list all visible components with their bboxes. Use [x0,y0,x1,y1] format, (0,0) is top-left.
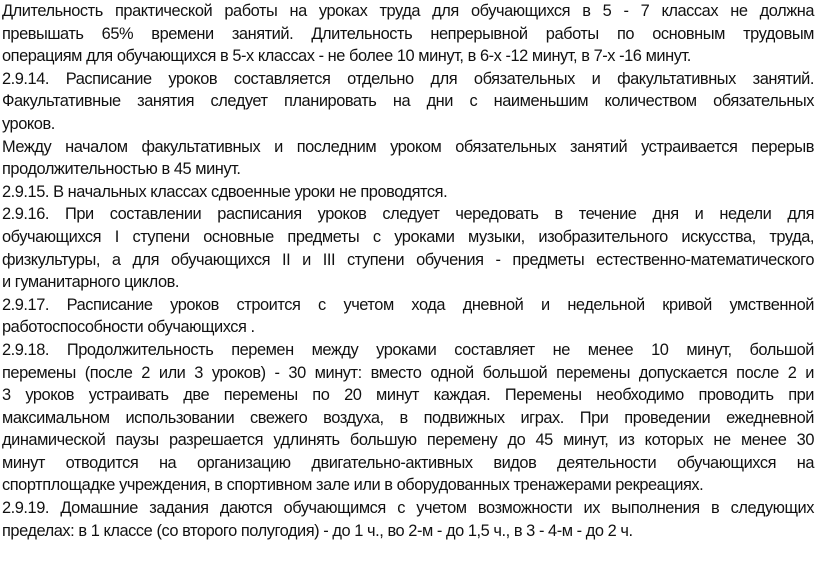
text-line: физкультуры, а для обучающихся II и III ступени обучения - предметы естественно-математического [2,250,814,269]
text-line: превышать 65% времени занятий. Длительность непрерывной работы по основным трудовым [2,24,814,43]
text-line: 2.9.14. Расписание уроков составляется отдельно для обязательных и факультативных занятий. [2,69,814,88]
text-line: 2.9.16. При составлении расписания уроков следует чередовать в течение дня и недели для [2,205,814,224]
text-line: пределах: в 1 классе (со второго полугодия) - до 1 ч., во 2-м - до 1,5 ч., в 3 - 4-м - до 2 ч. [2,521,633,540]
text-line: 2.9.19. Домашние задания даются обучающимся с учетом возможности их выполнения в следующих [2,499,814,518]
text-line: продолжительностью в 45 минут. [2,160,241,179]
text-line: обучающихся I ступени основные предметы с уроками музыки, изобразительного искусства, труда, [2,227,814,246]
text-line: перемены (после 2 или 3 уроков) - 30 минут: вместо одной большой перемены допускается после 2 и [2,363,814,382]
text-line: спортплощадке учреждения, в спортивном зале или в оборудованных тренажерами рекреациях. [2,476,704,495]
document-body [2,0,814,542]
text-line: Факультативные занятия следует планировать на дни с наименьшим количеством обязательных [2,92,814,111]
text-line: максимальном использовании свежего воздуха, в подвижных играх. При проведении ежедневной [2,408,814,427]
text-line: Длительность практической работы на уроках труда для обучающихся в 5 - 7 классах не должна [2,2,814,20]
text-line: 3 уроков устраивать две перемены по 20 минут каждая. Перемены необходимо проводить при [2,386,814,405]
text-line: 2.9.17. Расписание уроков строится с учетом хода дневной и недельной кривой умственной [2,295,814,314]
text-line: динамической паузы разрешается удлинять большую перемену до 45 минут, из которых не менее 30 [2,431,814,450]
text-line: минут отводится на организацию двигательно-активных видов деятельности обучающихся на [2,453,814,472]
text-line: операциям для обучающихся в 5-х классах - не более 10 минут, в 6-х -12 минут, в 7-х -16 минут. [2,47,691,66]
text-line: и гуманитарного циклов. [2,273,179,292]
text-line: 2.9.15. В начальных классах сдвоенные уроки не проводятся. [2,182,448,201]
text-line: работоспособности обучающихся . [2,318,255,337]
text-line: 2.9.18. Продолжительность перемен между уроками составляет не менее 10 минут, большой [2,340,814,359]
text-line: Между началом факультативных и последним уроком обязательных занятий устраивается перерыв [2,137,814,156]
text-line: уроков. [2,114,55,133]
